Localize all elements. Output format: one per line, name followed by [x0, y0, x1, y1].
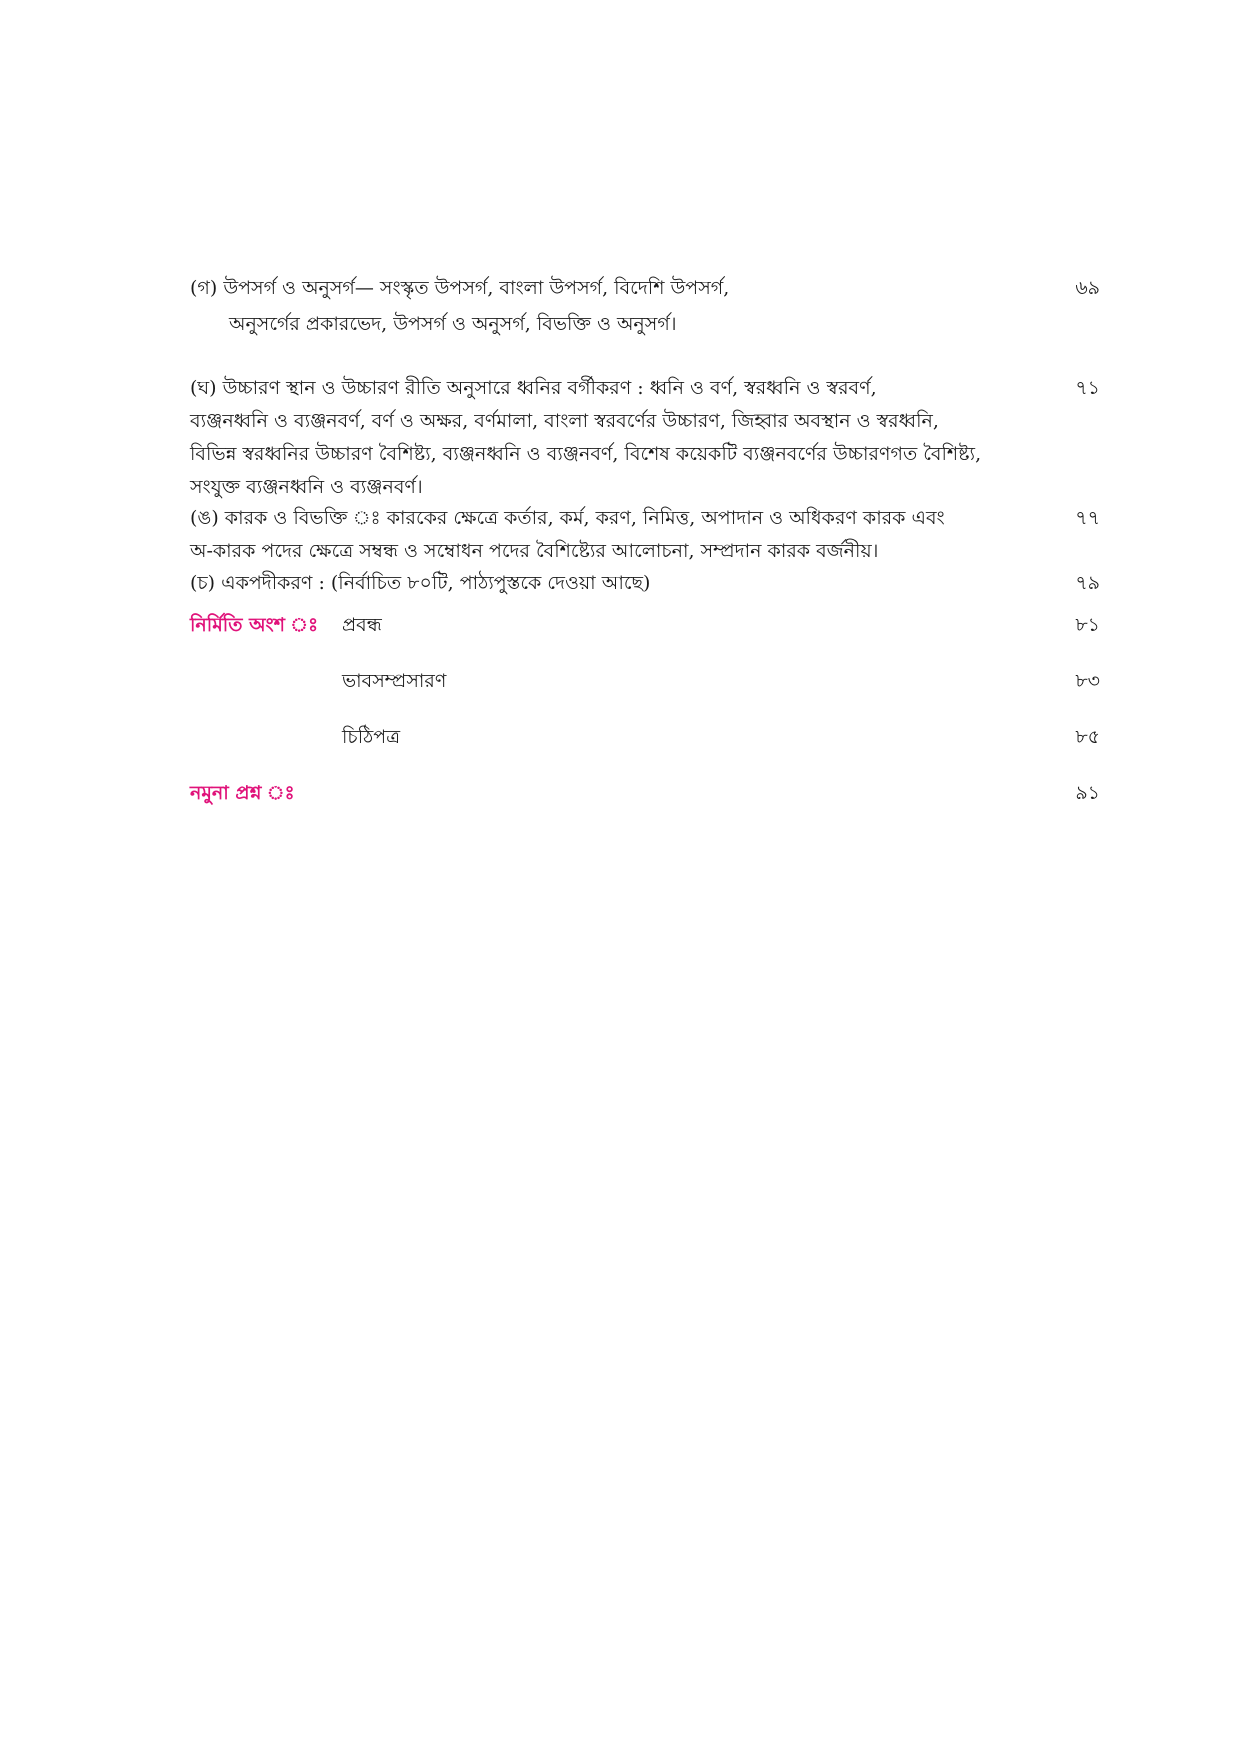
toc-entry-ga-page: ৬৯: [1075, 277, 1100, 299]
sample-questions-page: ৯১: [1075, 782, 1100, 804]
toc-entry-gha-line-3: বিভিন্ন স্বরধ্বনির উচ্চারণ বৈশিষ্ট্য, ব্যঞ্জনধ্বনি ও ব্যঞ্জনবর্ণ, বিশেষ কয়েকটি ব্যঞ্জনবর্ণের উচ্চারণগত বৈশিষ্ট্য,: [190, 443, 982, 465]
toc-entry-uma-line-2: অ-কারক পদের ক্ষেত্রে সম্বন্ধ ও সম্বোধন পদের বৈশিষ্ট্যের আলোচনা, সম্প্রদান কারক বর্জনীয়।: [190, 540, 879, 562]
toc-entry-ga-line-2: অনুসর্গের প্রকারভেদ, উপসর্গ ও অনুসর্গ, বিভক্তি ও অনুসর্গ।: [229, 313, 677, 335]
toc-entry-cha-page: ৭৯: [1075, 572, 1100, 594]
section-heading-nirmiti: নির্মিতি অংশ ঃ: [190, 614, 319, 636]
toc-entry-gha-line-2: ব্যঞ্জনধ্বনি ও ব্যঞ্জনবর্ণ, বর্ণ ও অক্ষর, বর্ণমালা, বাংলা স্বরবর্ণের উচ্চারণ, জিহ্বার অবস্থান ও স্বরধ্বনি,: [190, 410, 939, 432]
toc-entry-gha-line-4: সংযুক্ত ব্যঞ্জনধ্বনি ও ব্যঞ্জনবর্ণ।: [190, 476, 423, 498]
nirmiti-item-chithipatra: চিঠিপত্র: [342, 726, 401, 748]
toc-entry-gha-line-1: (ঘ) উচ্চারণ স্থান ও উচ্চারণ রীতি অনুসারে ধ্বনির বর্গীকরণ : ধ্বনি ও বর্ণ, স্বরধ্বনি ও স্বরবর্ণ,: [190, 377, 877, 399]
nirmiti-item-bhabsamprasaran: ভাবসম্প্রসারণ: [342, 670, 447, 692]
nirmiti-item-prabandha: প্রবন্ধ: [342, 614, 382, 636]
toc-entry-ga-line-1: (গ) উপসর্গ ও অনুসর্গ— সংস্কৃত উপসর্গ, বাংলা উপসর্গ, বিদেশি উপসর্গ,: [190, 277, 730, 299]
toc-entry-gha-page: ৭১: [1075, 377, 1100, 399]
nirmiti-item-prabandha-page: ৮১: [1075, 614, 1100, 636]
toc-entry-uma-page: ৭৭: [1075, 507, 1100, 529]
toc-entry-cha-line-1: (চ) একপদীকরণ : (নির্বাচিত ৮০টি, পাঠ্যপুস্তকে দেওয়া আছে): [190, 572, 651, 594]
nirmiti-item-bhabsamprasaran-page: ৮৩: [1075, 670, 1100, 692]
section-heading-sample-questions: নমুনা প্রশ্ন ঃ: [190, 782, 295, 804]
toc-entry-uma-line-1: (ঙ) কারক ও বিভক্তি ঃ কারকের ক্ষেত্রে কর্তার, কর্ম, করণ, নিমিত্ত, অপাদান ও অধিকরণ কারক এবং: [190, 507, 945, 529]
nirmiti-item-chithipatra-page: ৮৫: [1075, 726, 1100, 748]
